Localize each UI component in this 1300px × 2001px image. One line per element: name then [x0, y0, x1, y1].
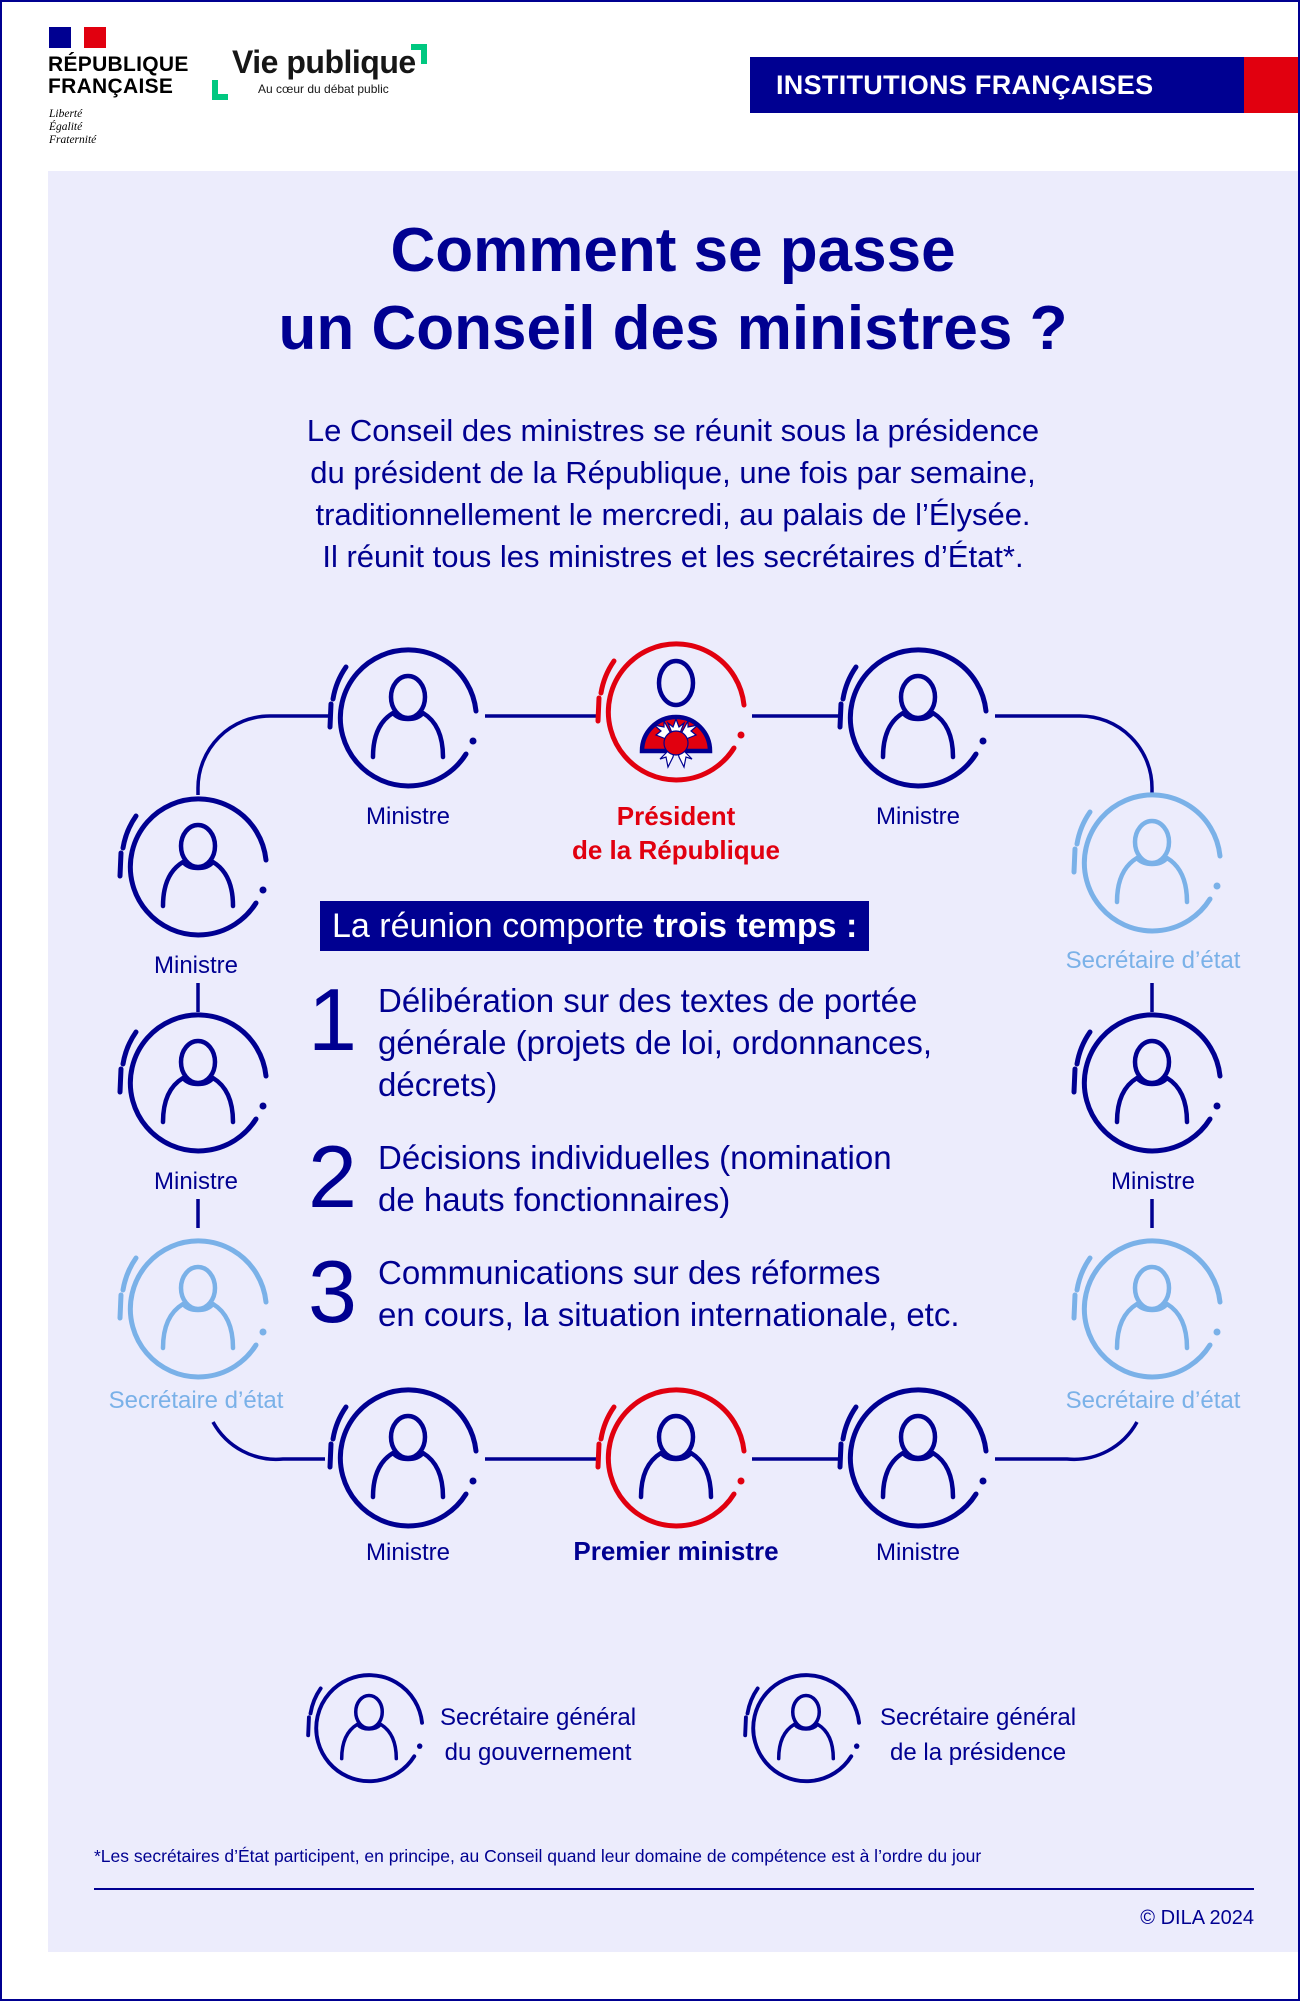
label-ministre-top-right: Ministre	[875, 803, 961, 830]
ministre-icon	[120, 1015, 267, 1151]
president-line2: de la République	[571, 835, 781, 865]
step-line: Décisions individuelles (nomination	[378, 1139, 892, 1176]
title-line2: un Conseil des ministres ?	[278, 294, 1068, 363]
label-ministre-right: Ministre	[1110, 1168, 1196, 1195]
copyright: © DILA 2024	[1140, 1907, 1254, 1929]
secretaire-etat-icon	[120, 1241, 267, 1377]
ministre-icon	[330, 650, 477, 786]
legend-line: de la présidence	[890, 1739, 1067, 1766]
vie-publique-tagline: Au cœur du débat public	[258, 82, 389, 96]
president-icon	[598, 644, 745, 780]
step-line: Délibération sur des textes de portée	[378, 982, 918, 1019]
ministre-icon	[840, 650, 987, 786]
step-3	[308, 1242, 960, 1341]
secretaire-etat-icon	[1074, 1241, 1221, 1377]
step-text	[378, 1252, 960, 1336]
ministre-icon	[330, 1390, 477, 1526]
legend-line: Secrétaire général	[880, 1704, 1077, 1731]
step-line: en cours, la situation internationale, etc.	[378, 1296, 960, 1333]
step-line: décrets)	[378, 1066, 498, 1103]
step-2	[308, 1127, 892, 1226]
premier-ministre-icon	[598, 1390, 745, 1526]
category-banner: INSTITUTIONS FRANÇAISES	[750, 57, 1244, 113]
label-premier-ministre: Premier ministre	[573, 1536, 779, 1566]
ministre-icon	[840, 1390, 987, 1526]
secretaire-general-gouvernement-icon	[308, 1675, 422, 1781]
legend-secretaire-general-gouvernement	[440, 1700, 690, 1770]
label-ministre-bottom-right: Ministre	[875, 1539, 961, 1566]
steps-heading-prefix: La réunion comporte	[332, 907, 654, 945]
footnote: *Les secrétaires d’État participent, en principe, au Conseil quand leur domaine de compétence est à l’ordre du jour	[94, 1846, 982, 1866]
step-line: de hauts fonctionnaires)	[378, 1181, 731, 1218]
intro-line: du président de la République, une fois par semaine,	[310, 455, 1036, 490]
legend-label	[440, 1700, 636, 1770]
motto-egalite: Égalité	[49, 121, 83, 133]
title-line1: Comment se passe	[390, 216, 956, 285]
step-text	[378, 1137, 892, 1221]
label-ministre-bottom-left: Ministre	[365, 1539, 451, 1566]
republic-line2: FRANÇAISE	[48, 75, 174, 98]
label-ministre-left-2: Ministre	[153, 1168, 239, 1195]
step-text	[378, 980, 932, 1106]
secretaire-etat-icon	[1074, 795, 1221, 931]
footer-divider	[94, 1888, 1254, 1890]
step-line: générale (projets de loi, ordonnances,	[378, 1024, 933, 1061]
legend-secretaire-general-presidence	[880, 1700, 1130, 1770]
intro-line: Le Conseil des ministres se réunit sous la présidence	[306, 413, 1040, 448]
intro-line: traditionnellement le mercredi, au palais de l’Élysée.	[315, 497, 1031, 532]
ministre-icon	[1074, 1015, 1221, 1151]
label-secretaire-right-1: Secrétaire d’état	[1065, 947, 1241, 974]
step-number: 2	[308, 1127, 357, 1226]
steps-heading	[320, 901, 869, 951]
ministre-icon	[120, 799, 267, 935]
label-ministre-left-1: Ministre	[153, 952, 239, 979]
motto-fraternite: Fraternité	[49, 134, 97, 146]
steps-heading-bold: trois temps :	[653, 907, 858, 945]
president-line1: Président	[616, 801, 736, 831]
intro-line: Il réunit tous les ministres et les secrétaires d’État*.	[322, 539, 1024, 574]
step-number: 1	[308, 970, 357, 1069]
step-number: 3	[308, 1242, 357, 1341]
motto-liberte: Liberté	[49, 108, 83, 120]
label-secretaire-right-2: Secrétaire d’état	[1065, 1387, 1241, 1414]
label-president	[572, 799, 780, 867]
label-ministre-top-left: Ministre	[365, 803, 451, 830]
legend-line: du gouvernement	[444, 1739, 632, 1766]
republic-line1: RÉPUBLIQUE	[48, 53, 189, 76]
secretaire-general-presidence-icon	[745, 1675, 859, 1781]
vie-publique-title: Vie publique	[232, 44, 416, 80]
legend-line: Secrétaire général	[440, 1704, 637, 1731]
label-secretaire-left: Secrétaire d’état	[108, 1387, 284, 1414]
legend-label	[880, 1700, 1076, 1770]
step-line: Communications sur des réformes	[378, 1254, 881, 1291]
step-1	[308, 970, 933, 1106]
